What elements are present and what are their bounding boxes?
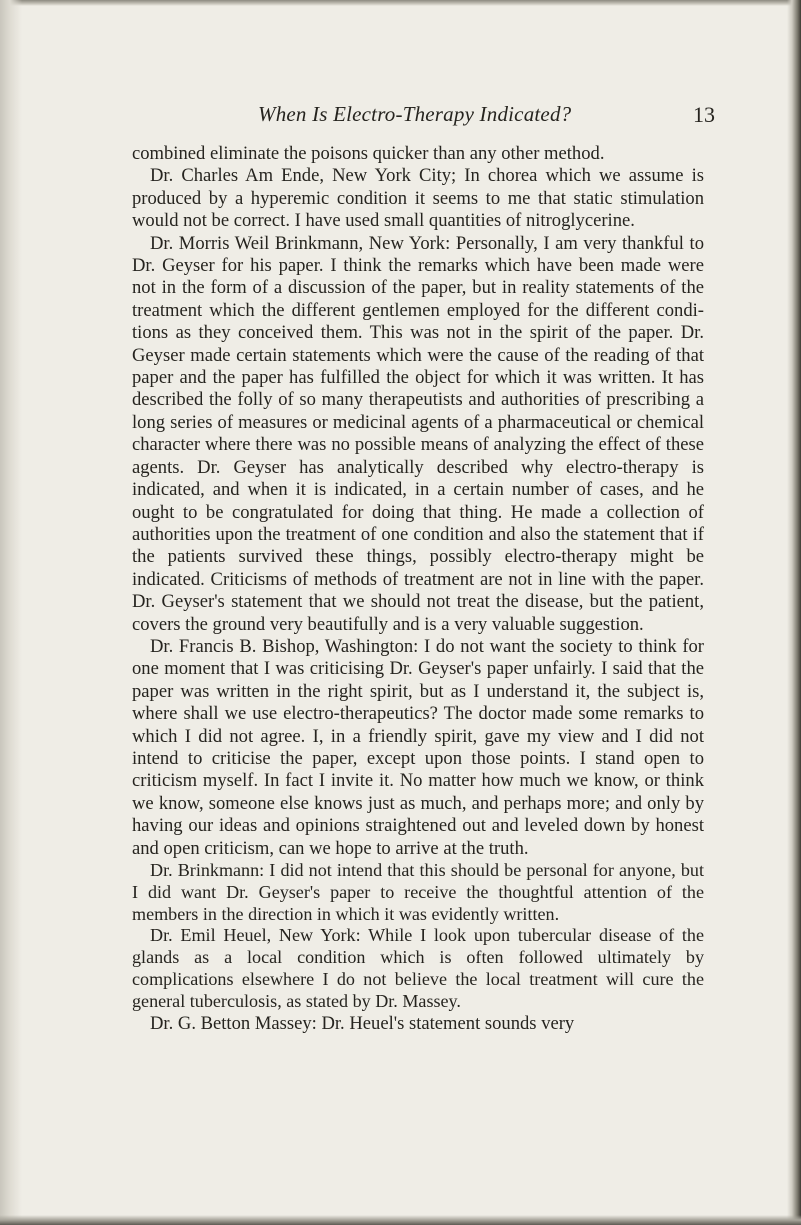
page-binding-shadow	[0, 0, 22, 1225]
page-top-edge	[0, 0, 801, 6]
paragraph-brinkmann: Dr. Morris Weil Brinkmann, New York: Personally, I am very thankful to Dr. Geyser for his paper. I think the remarks which have been made were not in the form of a discussion of the paper, but in reality statements of the treatment which the different gentlemen employed for the different conditions as they conceived them. This was not in the spirit of the paper. Dr. Geyser made certain statements which were the cause of the reading of that paper and the paper has fulfilled the object for which it was written. It has described the folly of so many therapeutists and authorities of prescribing a long series of measures or medicinal agents of a pharmaceutical or chemical character where there was no possible means of analyzing the effect of these agents. Dr. Geyser has analytically described why electro-therapy is indicated, and when it is indicated, in a certain number of cases, and he ought to be congratulated for doing that thing. He made a collection of authorities upon the treatment of one condition and also the statement that if the patients survived these things, possibly electro-therapy might be indicated. Criticisms of methods of treatment are not in line with the paper. Dr. Geyser's statement that we should not treat the disease, but the patient, covers the ground very beautifully and is a very valuable suggestion.	[132, 232, 704, 635]
paragraph-continuation: combined eliminate the poisons quicker than any other method.	[132, 143, 605, 164]
page-edge-shadow	[787, 0, 801, 1225]
paragraph-am-ende: Dr. Charles Am Ende, New York City; In chorea which we assume is produced by a hyperemic condition it seems to me that static stimulation would not be correct. I have used small quantities of nitroglycerine.	[132, 165, 704, 232]
body-text	[132, 143, 704, 1035]
paragraph-bishop: Dr. Francis B. Bishop, Washington: I do not want the society to think for one moment that I was criticising Dr. Geyser's paper unfairly. I said that the paper was written in the right spirit, but as I understand it, the subject is, where shall we use electro-therapeutics? The doctor made some remarks to which I did not agree. I, in a friendly spirit, gave my view and I did not intend to criticise the paper, except upon those points. I stand open to criticism myself. In fact I invite it. No matter how much we know, or think we know, someone else knows just as much, and perhaps more; and only by having our ideas and opinions straightened out and leveled down by honest and open criticism, can we hope to arrive at the truth.	[132, 635, 704, 859]
paragraph-massey: Dr. G. Betton Massey: Dr. Heuel's statement sounds very	[150, 1012, 575, 1034]
running-title: When Is Electro-Therapy Indicated?	[258, 102, 572, 126]
page-number: 13	[693, 102, 715, 127]
page-bottom-edge	[0, 1215, 801, 1225]
running-head	[0, 102, 801, 142]
paragraph-heuel: Dr. Emil Heuel, New York: While I look upon tubercular disease of the glands as a local condition which is often followed ultimately by complications elsewhere I do not believe the local treatment will cure the general tuberculosis, as stated by Dr. Massey.	[132, 925, 704, 1011]
paragraph-brinkmann-reply: Dr. Brinkmann: I did not intend that this should be personal for anyone, but I did want Dr. Geyser's paper to receive the thoughtful attention of the members in the direction in which it was evidently written.	[132, 860, 704, 924]
